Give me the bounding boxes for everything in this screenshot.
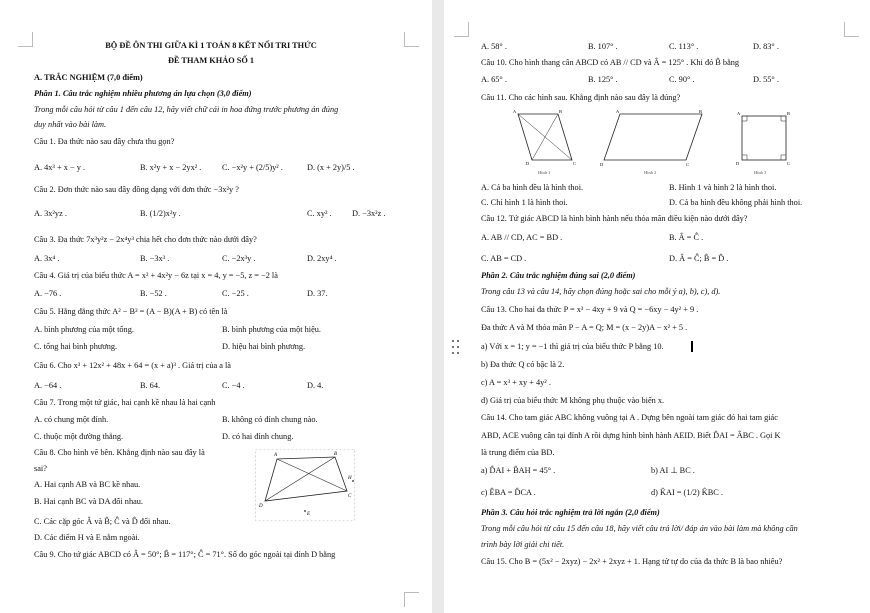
question-14-cont2: là trung điểm của BD. [481, 448, 555, 457]
q10-option-d: D. 55° . [753, 75, 779, 84]
document-title: BỘ ĐỀ ÔN THI GIỮA KÌ 1 TOÁN 8 KẾT NỐI TRI THỨC [105, 41, 317, 50]
f1-label-c: C [573, 161, 577, 166]
q3-option-d: D. 2xy⁴ . [307, 254, 337, 263]
figure-1-caption: Hình 1 [538, 170, 551, 175]
q9-option-b: B. 107° . [588, 42, 618, 51]
q3-option-c: C. −2x³y . [222, 254, 256, 263]
q9-option-a: A. 58° . [481, 42, 507, 51]
q14-statement-c: c) ÊBA = D̂CA . [481, 488, 536, 497]
q10-option-a: A. 65° . [481, 75, 507, 84]
q7-option-b: B. không có đỉnh chung nào. [222, 415, 318, 424]
f1-label-b: B [559, 109, 563, 114]
q6-option-a: A. −64 . [34, 381, 62, 390]
q8-option-a: A. Hai cạnh AB và BC kề nhau. [34, 480, 141, 489]
figure-2-parallelogram [598, 108, 708, 176]
part1-instruction: Trong mỗi câu hỏi từ câu 1 đến câu 12, hãy viết chữ cái in hoa đứng trước phương án đúng [34, 105, 339, 114]
q5-option-d: D. hiệu hai bình phương. [222, 342, 306, 351]
question-8-cont: sai? [34, 464, 47, 473]
document-subtitle: ĐỀ THAM KHẢO SỐ 1 [167, 56, 255, 65]
figure-1-rhombus [510, 108, 580, 176]
question-10: Câu 10. Cho hình thang cân ABCD có AB // CD và Â = 125° . Khi đó B̂ bằng [481, 58, 740, 67]
question-1: Câu 1. Đa thức nào sau đây chưa thu gọn? [34, 137, 175, 146]
q7-option-d: D. có hai đỉnh chung. [222, 432, 294, 441]
label-e: E [307, 512, 311, 517]
f3-label-a: A [737, 111, 741, 116]
f1-label-a: A [513, 109, 517, 114]
question-5: Câu 5. Hằng đẳng thức A² − B² = (A − B)(A + B) có tên là [34, 307, 228, 316]
diagonal-ac [277, 459, 347, 491]
question-13-cont: Đa thức A và M thỏa mãn P − A = Q; M = (x − 2y)A − x² + 5 . [481, 323, 688, 332]
diagonal-2 [532, 114, 558, 160]
label-b: B [334, 452, 338, 457]
q12-option-d: D. Â = Ĉ; B̂ = D̂ . [669, 254, 729, 263]
q10-option-c: C. 90° . [669, 75, 695, 84]
q6-option-d: D. 4. [307, 381, 324, 390]
q9-option-d: D. 83° . [753, 42, 779, 51]
right-angle-d [742, 155, 747, 160]
part3-instruction-cont: trình bày lời giải chi tiết. [481, 540, 565, 549]
part3-instruction: Trong mỗi câu hỏi từ câu 15 đến câu 18, hãy viết câu trả lời/ đáp án vào bài làm mà không cần [481, 524, 798, 533]
text-cursor [691, 341, 693, 352]
q12-option-a: A. AB // CD, AC = BD . [481, 233, 563, 242]
q2-option-a: A. 3x²yz . [34, 209, 67, 218]
part2-heading: Phần 2. Câu trắc nghiệm đúng sai (2,0 điểm) [481, 271, 636, 280]
question-9: Câu 9. Cho tứ giác ABCD có Â = 50°; B̂ = 117°; Ĉ = 71°. Số đo góc ngoài tại đỉnh D bằng [34, 550, 336, 559]
right-angle-b [781, 116, 786, 121]
q2-option-b: B. (1/2)x²y . [140, 209, 181, 218]
q1-option-b: B. x²y + x − 2yx² . [140, 163, 202, 172]
f3-label-c: C [787, 161, 791, 166]
question-2: Câu 2. Đơn thức nào sau đây đồng dạng với đơn thức −3x²y ? [34, 185, 239, 194]
q12-option-b: B. Â = Ĉ . [669, 233, 704, 242]
q11-option-c: C. Chỉ hình 1 là hình thoi. [481, 198, 568, 207]
q6-option-b: B. 64. [140, 381, 161, 390]
q1-option-a: A. 4x³ + x − y . [34, 163, 86, 172]
q11-option-a: A. Cả ba hình đều là hình thoi. [481, 183, 584, 192]
q5-option-c: C. tổng hai bình phương. [34, 342, 118, 351]
figure-3-caption: Hình 3 [754, 170, 767, 175]
point-h [352, 480, 354, 482]
quadrilateral-abcd [265, 457, 347, 501]
label-d: D [259, 504, 263, 509]
q6-option-c: C. −4 . [222, 381, 245, 390]
q1-option-d: D. (x + 2y)/5 . [307, 163, 355, 172]
q7-option-a: A. có chung một đỉnh. [34, 415, 109, 424]
question-11: Câu 11. Cho các hình sau. Khẳng định nào sau đây là đúng? [481, 93, 681, 102]
q9-option-c: C. 113° . [669, 42, 699, 51]
q4-option-d: D. 37. [307, 289, 328, 298]
label-a: A [274, 453, 278, 458]
q10-option-b: B. 125° . [588, 75, 618, 84]
corner-mark-bottom-right [404, 592, 419, 607]
figure-3-square [734, 108, 794, 176]
corner-mark-top-right-r [844, 22, 859, 37]
question-6: Câu 6. Cho x³ + 12x² + 48x + 64 = (x + a)³ . Giá trị của a là [34, 361, 231, 370]
f3-label-b: B [787, 111, 791, 116]
drag-handle-icon[interactable] [452, 339, 462, 355]
q13-statement-b: b) Đa thức Q có bậc là 2. [481, 360, 565, 369]
q1-option-c: C. −x²y + (2/5)y² . [222, 163, 283, 172]
point-e [304, 510, 306, 512]
q11-option-d: D. Cả ba hình đều không phải hình thoi. [669, 198, 803, 207]
q5-option-a: A. bình phương của một tổng. [34, 325, 134, 334]
q11-option-b: B. Hình 1 và hình 2 là hình thoi. [669, 183, 777, 192]
f2-label-d: D [600, 162, 604, 167]
question-4: Câu 4. Giá trị của biểu thức A = x² + 4x²y − 6z tại x = 4, y = −5, z = −2 là [34, 271, 278, 280]
corner-mark-top-left-r [454, 22, 469, 37]
part1-instruction-cont: duy nhất vào bài làm. [34, 120, 107, 129]
corner-mark-top-right [404, 32, 419, 47]
f2-label-b: B [699, 109, 703, 114]
parallelogram-shape [604, 114, 702, 160]
part3-heading: Phần 3. Câu hỏi trắc nghiệm trả lời ngắn (2,0 điểm) [481, 508, 660, 517]
q14-statement-a: a) D̂AI + B̂AH = 45° . [481, 466, 556, 475]
q4-option-b: B. −52 . [140, 289, 167, 298]
part1-heading: Phần 1. Câu trắc nghiệm nhiều phương án lựa chọn (3,0 điểm) [34, 89, 252, 98]
q14-statement-d: d) K̂AI = (1/2) K̂BC . [651, 488, 723, 497]
figure-frame [256, 450, 355, 521]
f2-label-c: C [686, 162, 690, 167]
question-3: Câu 3. Đa thức 7x³y²z − 2x⁴y³ chia hết cho đơn thức nào dưới đây? [34, 235, 257, 244]
q3-option-b: B. −3x³ . [140, 254, 170, 263]
question-7: Câu 7. Trong một tứ giác, hai cạnh kề nhau là hai cạnh [34, 398, 216, 407]
q5-option-b: B. bình phương của một hiệu. [222, 325, 321, 334]
q8-option-d: D. Các điểm H và E nằm ngoài. [34, 533, 140, 542]
right-angle-c [781, 155, 786, 160]
q4-option-a: A. −76 . [34, 289, 62, 298]
part2-instruction: Trong câu 13 và câu 14, hãy chọn đúng hoặc sai cho mỗi ý a), b), c), d). [481, 287, 721, 296]
q3-option-a: A. 3x⁴ . [34, 254, 60, 263]
figure-2-caption: Hình 2 [644, 170, 657, 175]
label-c: C [348, 494, 352, 499]
section-a-heading: A. TRẮC NGHIỆM (7,0 điểm) [34, 73, 143, 82]
label-h: H [348, 476, 352, 481]
question-13: Câu 13. Cho hai đa thức P = x³ − 4xy + 9 và Q = −6xy − 4y² + 9 . [481, 305, 699, 314]
question-15: Câu 15. Cho B = (5x² − 2xyz) − 2x² + 2xyz + 1. Hạng tử tự do của đa thức B là bao nhiêu? [481, 557, 783, 566]
right-page [444, 0, 870, 613]
f3-label-d: D [736, 161, 740, 166]
q13-statement-a: a) Với x = 1; y = −1 thì giá trị của biểu thức P bằng 10. [481, 342, 664, 351]
q2-option-d: D. −3x²z . [352, 209, 386, 218]
f2-label-a: A [616, 109, 620, 114]
quadrilateral-figure-q8 [255, 449, 355, 521]
q7-option-c: C. thuộc một đường thẳng. [34, 432, 124, 441]
right-angle-a [742, 116, 747, 121]
f1-label-d: D [526, 161, 530, 166]
q13-statement-c: c) A = x³ + xy + 4y² . [481, 378, 551, 387]
question-14-cont: ABD, ACE vuông cân tại đỉnh A rồi dựng hình bình hành AEID. Biết D̂AI = ÂBC . Gọi K [481, 431, 781, 440]
q12-option-c: C. AB = CD . [481, 254, 527, 263]
question-12: Câu 12. Tứ giác ABCD là hình bình hành nếu thỏa mãn điều kiện nào dưới đây? [481, 214, 748, 223]
q14-statement-b: b) AI ⊥ BC . [651, 466, 695, 475]
q8-option-c: C. Các cặp góc Â và B̂; Ĉ và D̂ đối nhau. [34, 517, 171, 526]
question-14: Câu 14. Cho tam giác ABC không vuông tại A . Dựng bên ngoài tam giác đó hai tam giác [481, 413, 778, 422]
q8-option-b: B. Hai cạnh BC và DA đối nhau. [34, 497, 143, 506]
square-shape [742, 116, 786, 160]
q2-option-c: C. xy² . [307, 209, 332, 218]
question-8: Câu 8. Cho hình vẽ bên. Khẳng định nào sau đây là [34, 448, 205, 457]
q13-statement-d: d) Giá trị của biểu thức M không phụ thuộc vào biến x. [481, 396, 665, 405]
q4-option-c: C. −25 . [222, 289, 249, 298]
left-page [0, 0, 432, 613]
